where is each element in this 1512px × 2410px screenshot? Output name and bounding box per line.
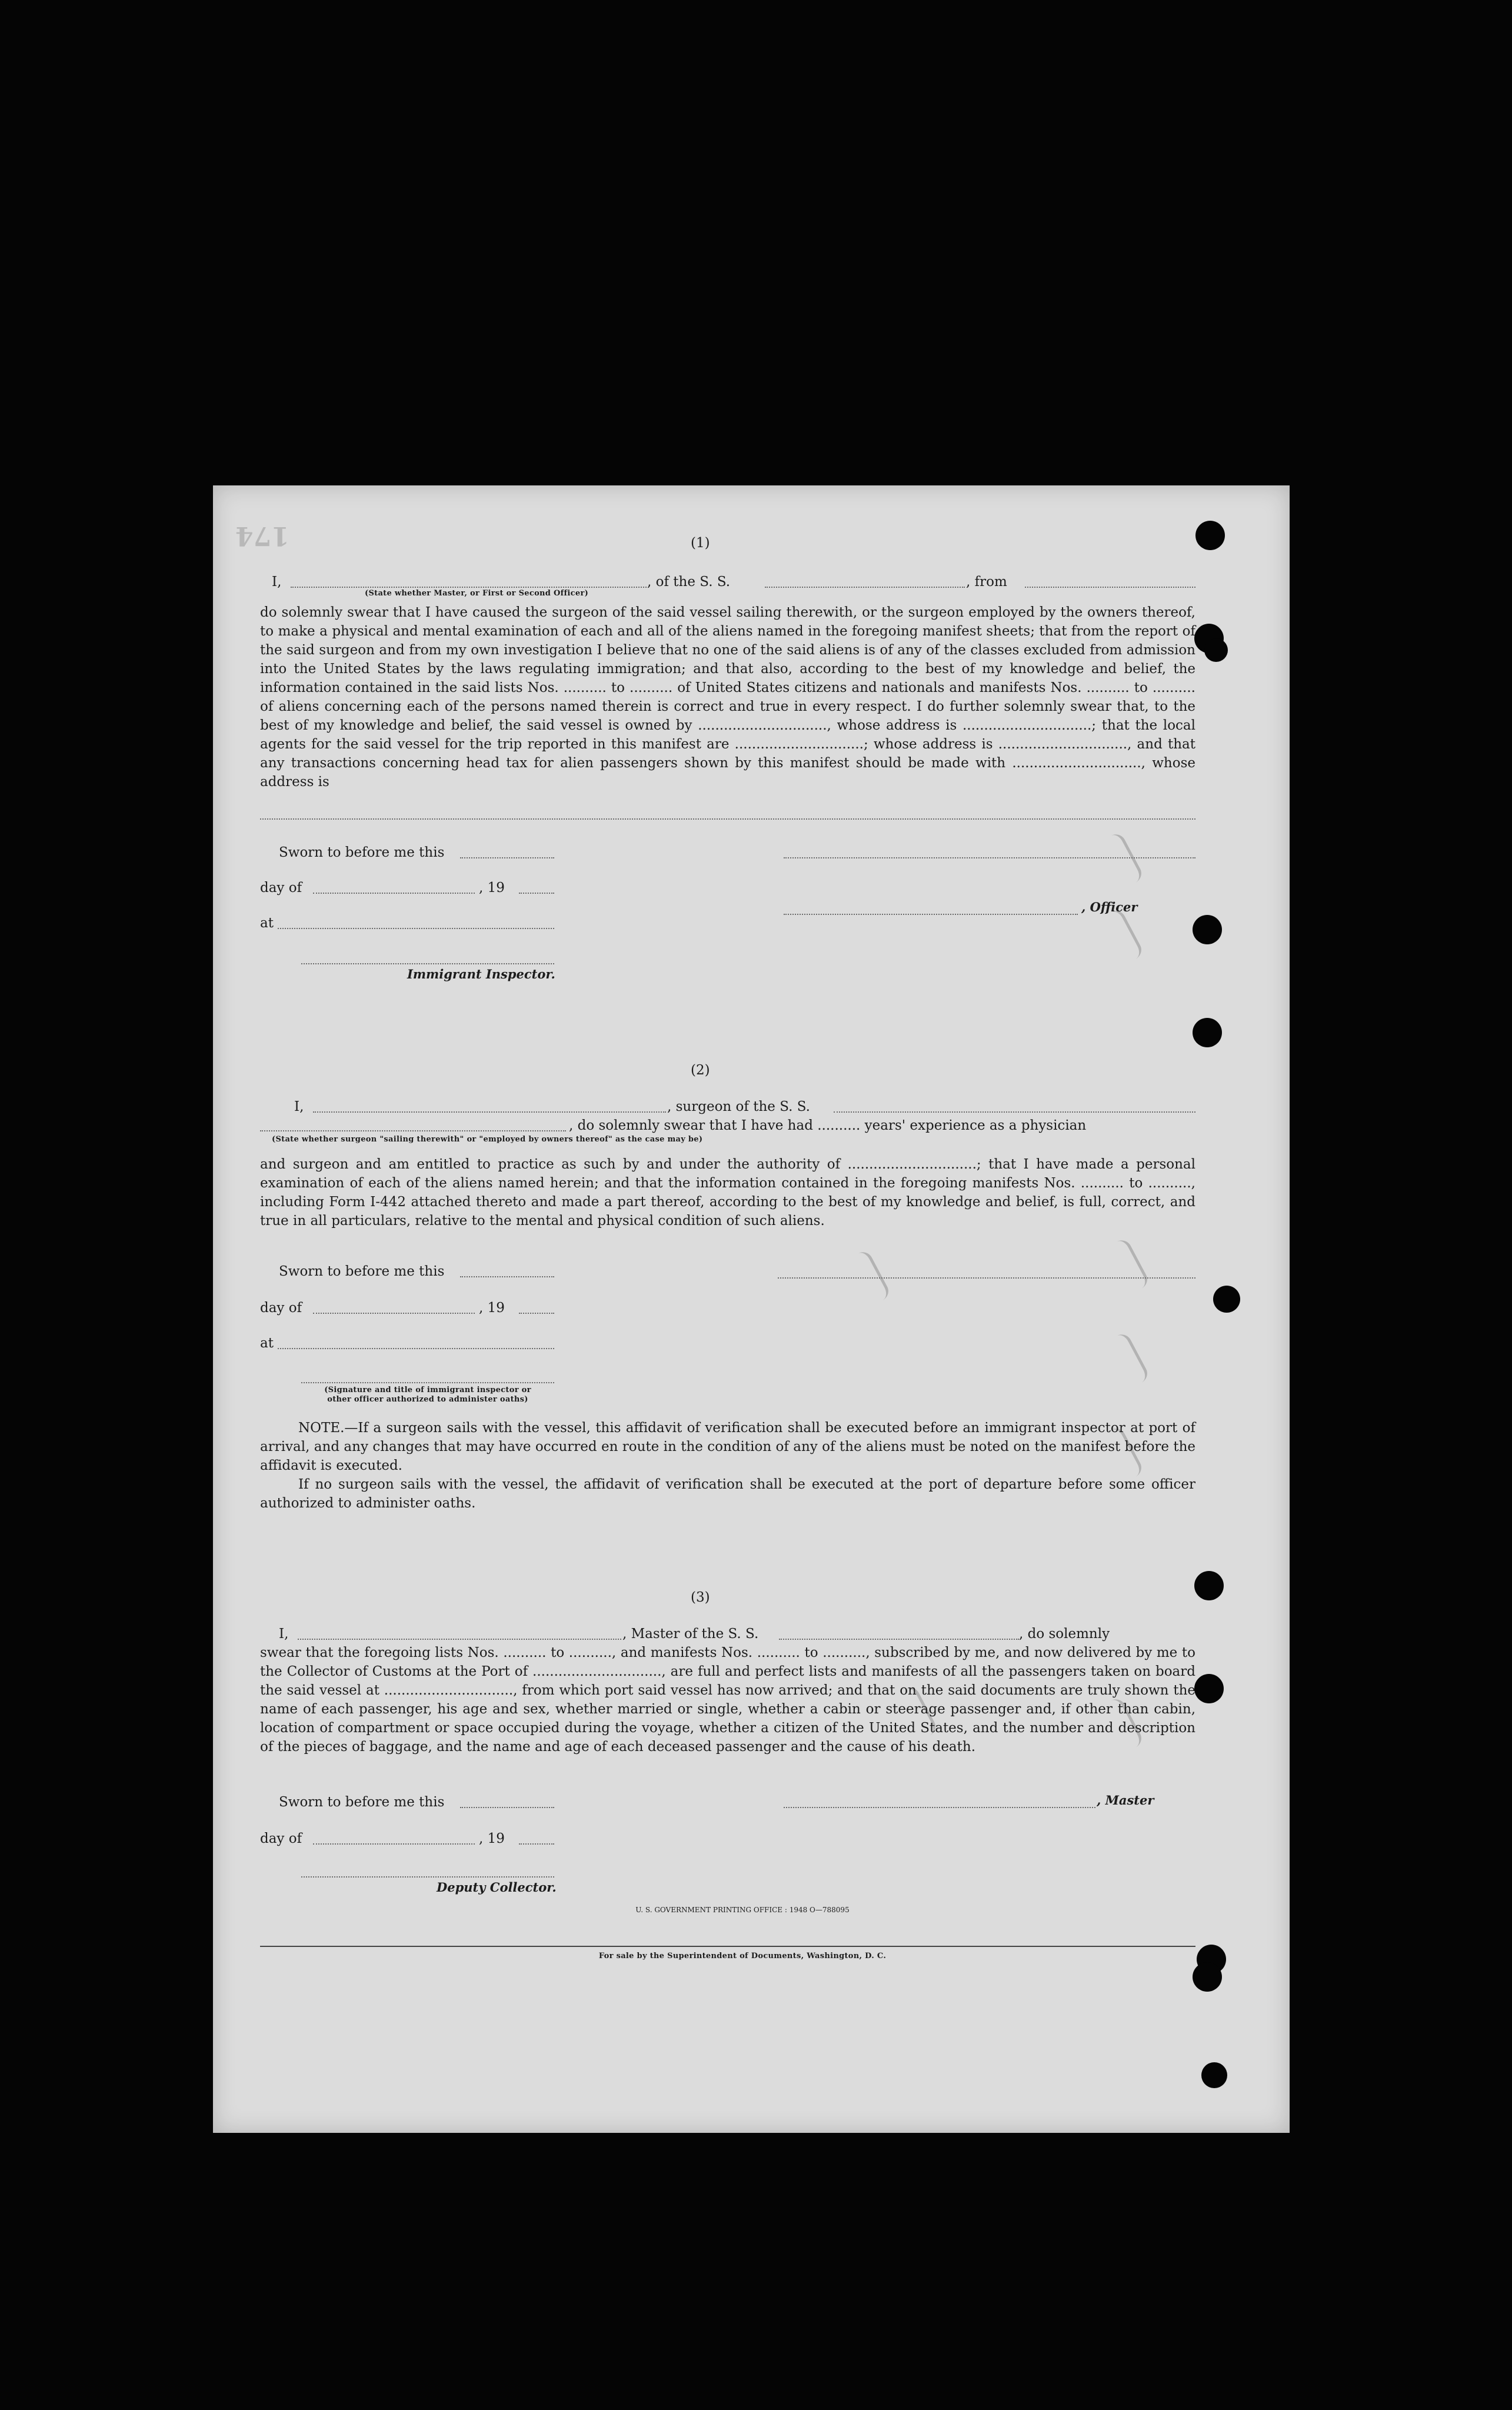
fill-line-officer-name — [291, 587, 647, 588]
bleed-through-mark — [849, 1249, 892, 1305]
fill-line-oath-officer — [301, 1382, 554, 1383]
section-1-sworn: Sworn to before me this — [279, 845, 445, 860]
bleed-through-mark — [1108, 1237, 1151, 1293]
deputy-collector-label: Deputy Collector. — [437, 1880, 557, 1895]
footer-rule — [260, 1946, 1195, 1947]
section-2-at: at — [260, 1336, 274, 1351]
section-1-vessel-label: , of the S. S. — [647, 574, 731, 590]
fill-line-month-3 — [313, 1843, 475, 1845]
fill-line-officer-signature-1 — [784, 857, 1195, 858]
fill-line-month-2 — [313, 1313, 475, 1314]
section-3-i: I, — [279, 1626, 289, 1642]
punch-hole — [1194, 1571, 1224, 1600]
note-paragraph-1: NOTE.—If a surgeon sails with the vessel, this affidavit of verification shall be executed before an immigrant inspector at port of arrival, and any changes that may have occurred en route in the condition of any of the aliens must be noted on the manifest before the affidavit is executed. — [260, 1420, 1195, 1473]
for-sale-notice: For sale by the Superintendent of Documents, Washington, D. C. — [598, 1952, 887, 1960]
fill-line-continuation — [260, 818, 1195, 820]
section-2-paragraph: and surgeon and am entitled to practice as such by and under the authority of ..............................; that I have made a personal examination of each of the aliens named herein; and that the information contained in the foregoing manifests Nos. .......... to .........., including Form I-442 attached thereto and made a part thereof, according to the best of my knowledge and belief, is full, correct, and true in all particulars, relative to the mental and physical condition of such aliens. — [260, 1157, 1195, 1229]
section-1-from-label: , from — [966, 574, 1007, 590]
section-1-year: , 19 — [479, 880, 505, 896]
fill-line-surgeon-name — [313, 1111, 666, 1113]
section-2-sworn: Sworn to before me this — [279, 1264, 445, 1279]
bleed-through-mark — [1108, 1331, 1151, 1387]
section-3-master-label: , Master of the S. S. — [622, 1626, 759, 1642]
punch-hole — [1194, 1674, 1224, 1703]
section-2-year: , 19 — [479, 1300, 505, 1316]
fill-line-year — [519, 893, 554, 894]
fill-line-vessel-name — [765, 587, 965, 588]
section-3-day-of: day of — [260, 1831, 302, 1846]
fill-line-inspector-signature — [301, 963, 554, 964]
immigrant-inspector-label: Immigrant Inspector. — [407, 967, 555, 981]
master-label: , Master — [1097, 1793, 1154, 1808]
fill-line-year-3 — [519, 1843, 554, 1845]
fill-line-from-port — [1025, 587, 1195, 588]
fill-line-at-place-2 — [278, 1348, 554, 1349]
section-2-line-2: , do solemnly swear that I have had .......... years' experience as a physician — [569, 1118, 1087, 1133]
section-1-day-of: day of — [260, 880, 302, 896]
section-3-sworn: Sworn to before me this — [279, 1795, 445, 1810]
section-1-paragraph: do solemnly swear that I have caused the surgeon of the said vessel sailing therewith, or the surgeon employed by the owners thereof, to make a physical and mental examination of each and all of the aliens named in the foregoing manifest sheets; that from the report of the said surgeon and from my own investigation I believe that no one of the said aliens is of any of the classes excluded from admission into the United States by the laws regulating immigration; and that also, according to the best of my knowledge and belief, the information contained in the said lists Nos. .......... to .......... of United States citizens and nationals and manifests Nos. .......... to .......... of aliens concerning each of the persons named therein is correct and true in every respect. I do further solemnly swear that, to the best of my knowledge and belief, the said vessel is owned by .............................., whose address is ..............................; that the local agents for the said vessel for the trip reported in this manifest are ..............................; whose address is .............................., and that any transactions concerning head tax for alien passengers shown by this manifest should be made with .............................., whose address is — [260, 605, 1195, 790]
section-3-number: (3) — [691, 1590, 710, 1605]
section-2-i: I, — [294, 1099, 304, 1114]
fill-line-surgeon-signature — [778, 1277, 1195, 1279]
section-1-at: at — [260, 916, 274, 931]
printing-office-imprint: U. S. GOVERNMENT PRINTING OFFICE : 1948 O—788095 — [635, 1906, 850, 1914]
punch-hole — [1195, 521, 1225, 550]
fill-line-sworn-day-3 — [460, 1807, 554, 1808]
punch-hole — [1204, 638, 1228, 662]
section-1-number: (1) — [691, 535, 710, 551]
fill-line-master-vessel — [779, 1639, 1019, 1640]
section-2-day-of: day of — [260, 1300, 302, 1316]
bleed-through-mark — [1102, 831, 1145, 887]
section-3-year: , 19 — [479, 1831, 505, 1846]
punch-hole — [1193, 915, 1222, 944]
section-1-i: I, — [272, 574, 282, 590]
section-1-caption: (State whether Master, or First or Second Officer) — [365, 589, 589, 598]
fill-line-master-signature — [784, 1807, 1095, 1808]
section-3-line-1-end: , do solemnly — [1019, 1626, 1110, 1642]
fill-line-sworn-day — [460, 857, 554, 858]
note-paragraph-2: If no surgeon sails with the vessel, the affidavit of verification shall be executed at the port of departure before some officer authorized to administer oaths. — [260, 1477, 1195, 1511]
fill-line-sworn-day-2 — [460, 1276, 554, 1277]
manifest-affidavit-page — [213, 485, 1290, 2133]
punch-hole — [1193, 1018, 1222, 1047]
oath-caption-2: other officer authorized to administer oaths) — [327, 1395, 528, 1404]
officer-label: , Officer — [1081, 900, 1138, 914]
bleed-through-stamp: 174 — [235, 521, 289, 551]
oath-caption-1: (Signature and title of immigrant inspector or — [324, 1386, 531, 1394]
punch-hole — [1213, 1286, 1240, 1313]
punch-hole — [1201, 2062, 1227, 2088]
section-2-number: (2) — [691, 1063, 710, 1078]
fill-line-at-place — [278, 928, 554, 929]
section-2-caption: (State whether surgeon "sailing therewith" or "employed by owners thereof" as the case may be) — [272, 1135, 703, 1144]
fill-line-year-2 — [519, 1313, 554, 1314]
fill-line-collector-signature — [301, 1876, 554, 1878]
fill-line-surgeon-vessel — [834, 1111, 1195, 1113]
punch-hole — [1193, 1962, 1222, 1992]
fill-line-month — [313, 893, 475, 894]
fill-line-officer-signature-2 — [784, 914, 1078, 915]
fill-line-surgeon-status — [260, 1130, 566, 1131]
fill-line-master-name — [298, 1639, 621, 1640]
section-3-paragraph: swear that the foregoing lists Nos. .......... to .........., and manifests Nos. .......... to .........., subscribed by me, and now delivered by me to the Collector of Customs at the Port of .............................., are full and perfect lists and manifests of all the passengers taken on board the said vessel at .............................., from which port said vessel has now arrived; and that on the said documents are truly shown the name of each passenger, his age and sex, whether married or single, whether a cabin or steerage passenger and, if other than cabin, location of compartment or space occupied during the voyage, whether a citizen of the United States, and the number and description of the pieces of baggage, and the name and age of each deceased passenger and the cause of his death. — [260, 1645, 1195, 1755]
section-2-surgeon-label: , surgeon of the S. S. — [667, 1099, 810, 1114]
bleed-through-mark — [1102, 907, 1145, 964]
